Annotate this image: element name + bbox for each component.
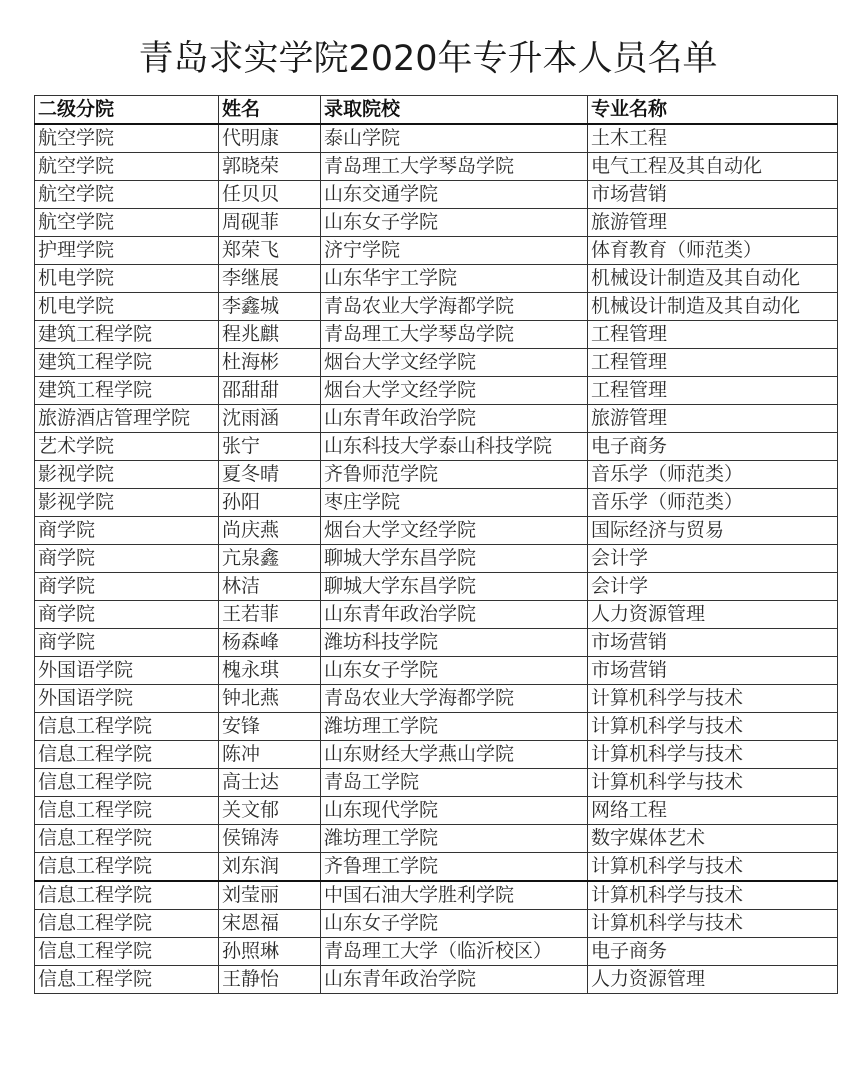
table-row [35,910,838,938]
table-row [35,797,838,825]
cell-admitted-school: 泰山学院 [321,124,588,153]
table-row [35,713,838,741]
cell-name: 陈冲 [219,741,321,769]
cell-department: 建筑工程学院 [35,377,219,405]
cell-name: 郑荣飞 [219,237,321,265]
cell-name: 张宁 [219,433,321,461]
cell-major: 计算机科学与技术 [588,769,838,797]
cell-major: 体育教育（师范类） [588,237,838,265]
cell-name: 邵甜甜 [219,377,321,405]
cell-admitted-school: 山东青年政治学院 [321,405,588,433]
cell-name: 安锋 [219,713,321,741]
cell-name: 代明康 [219,124,321,153]
table-row [35,489,838,517]
cell-admitted-school: 山东现代学院 [321,797,588,825]
cell-department: 航空学院 [35,181,219,209]
cell-admitted-school: 烟台大学文经学院 [321,377,588,405]
table-row [35,349,838,377]
cell-department: 旅游酒店管理学院 [35,405,219,433]
cell-department: 信息工程学院 [35,825,219,853]
table-row [35,545,838,573]
table-row [35,601,838,629]
cell-major: 计算机科学与技术 [588,685,838,713]
cell-admitted-school: 青岛农业大学海都学院 [321,293,588,321]
table-header-row [35,96,838,125]
cell-name: 沈雨涵 [219,405,321,433]
cell-major: 计算机科学与技术 [588,713,838,741]
cell-major: 旅游管理 [588,405,838,433]
cell-department: 信息工程学院 [35,797,219,825]
cell-name: 任贝贝 [219,181,321,209]
cell-major: 数字媒体艺术 [588,825,838,853]
cell-admitted-school: 青岛理工大学（临沂校区） [321,938,588,966]
table-row [35,237,838,265]
table-row [35,881,838,910]
cell-major: 市场营销 [588,657,838,685]
cell-department: 信息工程学院 [35,881,219,910]
cell-major: 计算机科学与技术 [588,853,838,882]
cell-department: 商学院 [35,573,219,601]
table-row [35,741,838,769]
cell-admitted-school: 山东华宇工学院 [321,265,588,293]
page-title: 青岛求实学院2020年专升本人员名单 [138,39,718,79]
cell-department: 商学院 [35,629,219,657]
cell-admitted-school: 山东女子学院 [321,209,588,237]
cell-name: 李继展 [219,265,321,293]
cell-admitted-school: 青岛理工大学琴岛学院 [321,153,588,181]
cell-major: 电子商务 [588,938,838,966]
table-row [35,825,838,853]
cell-department: 影视学院 [35,489,219,517]
cell-department: 航空学院 [35,153,219,181]
table-row [35,181,838,209]
cell-admitted-school: 枣庄学院 [321,489,588,517]
cell-major: 工程管理 [588,377,838,405]
admission-table [34,95,838,994]
cell-major: 计算机科学与技术 [588,741,838,769]
cell-major: 旅游管理 [588,209,838,237]
table-row [35,433,838,461]
cell-admitted-school: 山东交通学院 [321,181,588,209]
cell-name: 刘东润 [219,853,321,882]
cell-name: 侯锦涛 [219,825,321,853]
cell-department: 外国语学院 [35,685,219,713]
cell-department: 信息工程学院 [35,741,219,769]
cell-admitted-school: 齐鲁师范学院 [321,461,588,489]
cell-department: 信息工程学院 [35,910,219,938]
cell-name: 杜海彬 [219,349,321,377]
cell-admitted-school: 青岛理工大学琴岛学院 [321,321,588,349]
table-row [35,573,838,601]
cell-major: 计算机科学与技术 [588,881,838,910]
cell-admitted-school: 潍坊科技学院 [321,629,588,657]
cell-admitted-school: 青岛农业大学海都学院 [321,685,588,713]
column-header-department: 二级分院 [35,96,219,125]
table-row [35,209,838,237]
cell-admitted-school: 中国石油大学胜利学院 [321,881,588,910]
cell-department: 影视学院 [35,461,219,489]
cell-department: 信息工程学院 [35,769,219,797]
cell-major: 机械设计制造及其自动化 [588,265,838,293]
table-body [35,124,838,994]
cell-name: 周砚菲 [219,209,321,237]
cell-admitted-school: 山东科技大学泰山科技学院 [321,433,588,461]
cell-admitted-school: 山东财经大学燕山学院 [321,741,588,769]
cell-major: 工程管理 [588,349,838,377]
cell-department: 航空学院 [35,124,219,153]
column-header-name: 姓名 [219,96,321,125]
cell-name: 刘莹丽 [219,881,321,910]
cell-name: 夏冬晴 [219,461,321,489]
cell-admitted-school: 济宁学院 [321,237,588,265]
cell-major: 人力资源管理 [588,601,838,629]
cell-name: 尚庆燕 [219,517,321,545]
cell-major: 市场营销 [588,181,838,209]
cell-major: 人力资源管理 [588,966,838,994]
cell-department: 机电学院 [35,265,219,293]
cell-major: 市场营销 [588,629,838,657]
cell-major: 工程管理 [588,321,838,349]
cell-admitted-school: 烟台大学文经学院 [321,349,588,377]
table-row [35,405,838,433]
cell-name: 王静怡 [219,966,321,994]
cell-major: 电气工程及其自动化 [588,153,838,181]
cell-name: 亢泉鑫 [219,545,321,573]
table-row [35,629,838,657]
cell-admitted-school: 聊城大学东昌学院 [321,545,588,573]
cell-major: 计算机科学与技术 [588,910,838,938]
cell-admitted-school: 潍坊理工学院 [321,825,588,853]
table-row [35,685,838,713]
cell-admitted-school: 烟台大学文经学院 [321,517,588,545]
cell-name: 槐永琪 [219,657,321,685]
table-row [35,938,838,966]
table-row [35,377,838,405]
cell-admitted-school: 山东女子学院 [321,910,588,938]
table-row [35,769,838,797]
cell-admitted-school: 潍坊理工学院 [321,713,588,741]
cell-department: 外国语学院 [35,657,219,685]
table-row [35,265,838,293]
table-row [35,461,838,489]
cell-department: 信息工程学院 [35,713,219,741]
table-row [35,657,838,685]
cell-name: 郭晓荣 [219,153,321,181]
cell-major: 网络工程 [588,797,838,825]
cell-admitted-school: 山东青年政治学院 [321,601,588,629]
cell-department: 航空学院 [35,209,219,237]
cell-admitted-school: 齐鲁理工学院 [321,853,588,882]
cell-name: 杨森峰 [219,629,321,657]
cell-major: 音乐学（师范类） [588,461,838,489]
table-row [35,124,838,153]
cell-name: 李鑫城 [219,293,321,321]
cell-admitted-school: 聊城大学东昌学院 [321,573,588,601]
cell-name: 高士达 [219,769,321,797]
cell-name: 钟北燕 [219,685,321,713]
cell-admitted-school: 山东青年政治学院 [321,966,588,994]
cell-department: 建筑工程学院 [35,349,219,377]
cell-department: 商学院 [35,545,219,573]
cell-admitted-school: 山东女子学院 [321,657,588,685]
cell-department: 艺术学院 [35,433,219,461]
column-header-admitted-school: 录取院校 [321,96,588,125]
cell-department: 商学院 [35,517,219,545]
table-row [35,293,838,321]
cell-department: 信息工程学院 [35,938,219,966]
cell-department: 商学院 [35,601,219,629]
cell-admitted-school: 青岛工学院 [321,769,588,797]
cell-name: 林洁 [219,573,321,601]
cell-department: 建筑工程学院 [35,321,219,349]
cell-major: 音乐学（师范类） [588,489,838,517]
cell-major: 国际经济与贸易 [588,517,838,545]
cell-department: 护理学院 [35,237,219,265]
cell-major: 土木工程 [588,124,838,153]
cell-major: 会计学 [588,573,838,601]
table-row [35,517,838,545]
cell-major: 会计学 [588,545,838,573]
cell-major: 电子商务 [588,433,838,461]
cell-name: 程兆麒 [219,321,321,349]
cell-name: 孙照琳 [219,938,321,966]
cell-major: 机械设计制造及其自动化 [588,293,838,321]
column-header-major: 专业名称 [588,96,838,125]
cell-department: 机电学院 [35,293,219,321]
cell-name: 宋恩福 [219,910,321,938]
table-row [35,321,838,349]
cell-name: 关文郁 [219,797,321,825]
table-row [35,153,838,181]
cell-name: 王若菲 [219,601,321,629]
cell-name: 孙阳 [219,489,321,517]
table-row [35,853,838,882]
cell-department: 信息工程学院 [35,966,219,994]
cell-department: 信息工程学院 [35,853,219,882]
table-row [35,966,838,994]
